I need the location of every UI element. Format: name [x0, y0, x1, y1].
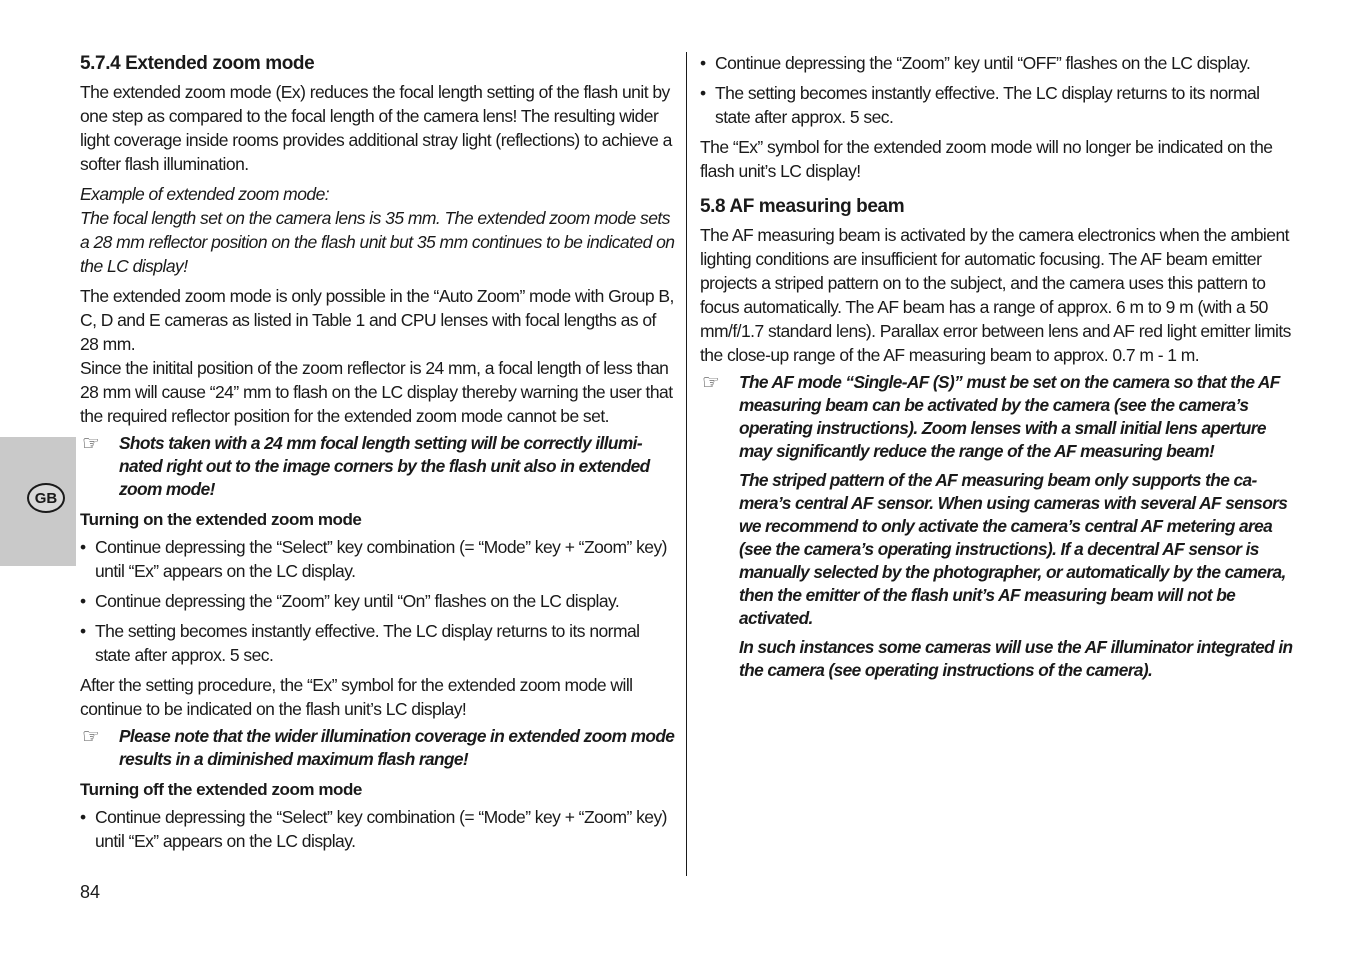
af-paragraph: The AF measuring beam is activated by the camera electronics when the ambient lighting conditions are insufficient for automatic focusing. The AF beam emitter projects a striped pattern on to the subject, and the camera uses this pattern to focus automatically. The AF beam has a range of approx. 6 m to 9 m (with a 50 mm/f/1.7 standard lens). Parallax error between lens and AF red light emitter limits the close-up range of the AF measuring beam to approx. 0.7 m - 1 m.: [700, 225, 1291, 365]
list-item: [80, 589, 678, 613]
bullet-dot: •: [700, 83, 706, 103]
after-on-paragraph: After the setting procedure, the “Ex” symbol for the extended zoom mode will continue to be indicated on the flash unit’s LC display!: [80, 675, 633, 719]
bullet-dot: •: [80, 591, 86, 611]
note-flash-range: [80, 725, 678, 771]
on-bullet-1: Continue depressing the “Select” key combination (= “Mode” key + “Zoom” key) until “Ex” appears on the LC display.: [95, 537, 667, 581]
section-heading-extended-zoom: 5.7.4 Extended zoom mode: [80, 53, 315, 74]
note-af-illuminator-text: In such instances some cameras will use the AF illuminator integrated in the camera (see operating instructions of the camera).: [739, 637, 1293, 680]
note-striped-pattern-text: The striped pattern of the AF measuring beam only supports the camera’s central AF sensor. When using cameras with several AF sensors we recommend to only activate the camera’s central AF metering area (see the camera’s operating instructions). If a decentral AF sensor is manually selected by the photographer, or automatically by the camera, then the emitter of the flash unit’s AF measuring beam will not be activated.: [739, 470, 1288, 628]
on-bullet-3: The setting becomes instantly effective. The LC display returns to its normal state after approx. 5 sec.: [95, 621, 640, 665]
right-column: [700, 51, 1298, 689]
bullet-dot: •: [80, 537, 86, 557]
initial-position-paragraph: Since the initital position of the zoom reflector is 24 mm, a focal length of less than 28 mm will cause “24” mm to flash on the LC display thereby warning the user that the required reflector position for the extended zoom mode cannot be set.: [80, 358, 673, 426]
list-item: [80, 619, 678, 667]
note-flash-range-text: Please note that the wider illumination coverage in extended zoom mode results in a diminished maximum flash range!: [119, 726, 675, 769]
page-number: 84: [80, 882, 101, 902]
off-bullet-1: Continue depressing the “Select” key combination (= “Mode” key + “Zoom” key) until “Ex” appears on the LC display.: [95, 807, 667, 851]
subheading-turning-on: Turning on the extended zoom mode: [80, 510, 362, 529]
language-label: GB: [34, 489, 58, 507]
after-off-paragraph: The “Ex” symbol for the extended zoom mode will no longer be indicated on the flash unit’s LC display!: [700, 137, 1273, 181]
language-badge: [27, 483, 65, 513]
bullet-dot: •: [80, 621, 86, 641]
off-bullet-2: Continue depressing the “Zoom” key until “OFF” flashes on the LC display.: [715, 53, 1251, 73]
pointing-hand-icon: ☞: [82, 726, 100, 748]
bullet-dot: •: [700, 53, 706, 73]
subheading-turning-off: Turning off the extended zoom mode: [80, 780, 362, 799]
group-paragraph: The extended zoom mode is only possible in the “Auto Zoom” mode with Group B, C, D and E cameras as listed in Table 1 and CPU lenses with focal lengths as of 28 mm.: [80, 286, 674, 354]
column-divider: [686, 52, 687, 876]
example-body: The focal length set on the camera lens is 35 mm. The extended zoom mode sets a 28 mm reflector position on the flash unit but 35 mm continues to be indicated on the LC display!: [80, 208, 675, 276]
pointing-hand-icon: ☞: [702, 372, 720, 394]
note-24mm-text: Shots taken with a 24 mm focal length setting will be correctly illuminated right out to the image corners by the flash unit also in extended zoom mode!: [119, 433, 650, 499]
list-item: [700, 51, 1298, 75]
intro-paragraph: The extended zoom mode (Ex) reduces the focal length setting of the flash unit by one step as compared to the focal length of the camera lens! The resulting wider light coverage inside rooms provides additional stray light (reflections) to achieve a softer flash illumination.: [80, 82, 672, 174]
left-column: [80, 52, 678, 859]
example-title: Example of extended zoom mode:: [80, 184, 330, 204]
note-24mm: [80, 432, 678, 501]
list-item: [700, 81, 1298, 129]
note-af-mode-text: The AF mode “Single-AF (S)” must be set on the camera so that the AF measuring beam can be activated by the camera (see the camera’s operating instructions). Zoom lenses with a small initial lens aperture may significantly reduce the range of the AF measuring beam!: [739, 372, 1280, 461]
bullet-dot: •: [80, 807, 86, 827]
list-item: [80, 535, 678, 583]
list-item: [80, 805, 678, 853]
note-af-mode: [700, 371, 1298, 682]
section-heading-af-beam: 5.8 AF measuring beam: [700, 196, 905, 217]
pointing-hand-icon: ☞: [82, 433, 100, 455]
off-bullet-3: The setting becomes instantly effective. The LC display returns to its normal state after approx. 5 sec.: [715, 83, 1260, 127]
on-bullet-2: Continue depressing the “Zoom” key until “On” flashes on the LC display.: [95, 591, 620, 611]
